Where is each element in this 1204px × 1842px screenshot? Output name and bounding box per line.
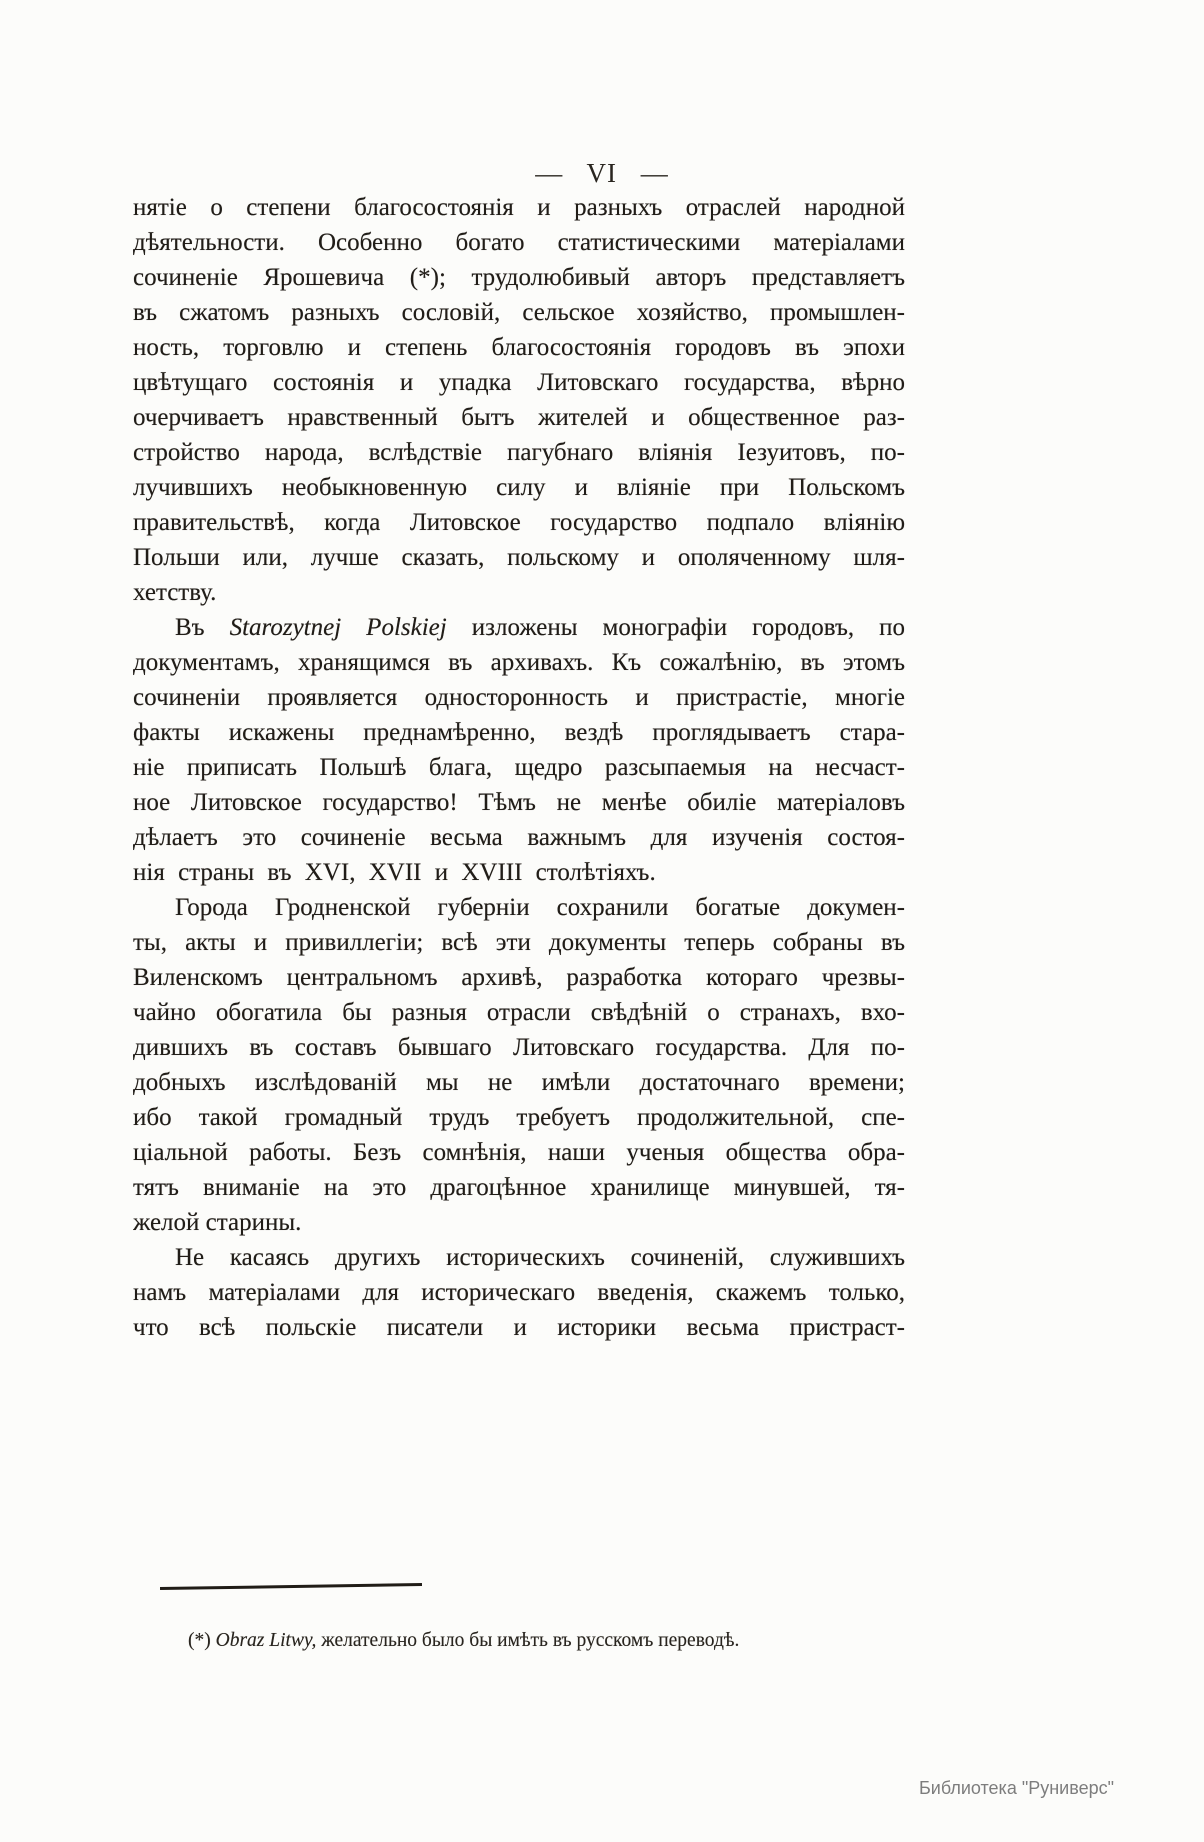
text-line: сочиненіе Ярошевича (*); трудолюбивый авторъ представляетъ — [133, 264, 905, 291]
text-line: стройство народа, вслѣдствіе пагубнаго вліянія Іезуитовъ, по- — [133, 439, 905, 466]
text-line: хетству. — [133, 579, 217, 606]
text-line: нія страны въ XVI, XVII и XVIII столѣтіяхъ. — [133, 859, 656, 886]
text-segment: изложены монографіи городовъ, по — [446, 614, 905, 641]
paragraph — [133, 610, 905, 890]
text-segment: Въ — [175, 614, 230, 641]
paragraph — [133, 190, 905, 610]
text-line: Польши или, лучше сказать, польскому и ополяченному шля- — [133, 544, 905, 571]
text-line: Не касаясь другихъ историческихъ сочиненій, служившихъ — [175, 1244, 905, 1271]
text-line: дившихъ въ составъ бывшаго Литовскаго государства. Для по- — [133, 1034, 905, 1061]
text-line: дѣлаетъ это сочиненіе весьма важнымъ для изученія состоя- — [133, 824, 905, 851]
text-line: тятъ вниманіе на это драгоцѣнное хранилище минувшей, тя- — [133, 1174, 905, 1201]
text-line: ціальной работы. Безъ сомнѣнія, наши ученыя общества обра- — [133, 1139, 905, 1166]
text-line: что всѣ польскіе писатели и историки весьма пристраст- — [133, 1314, 905, 1341]
paragraph — [133, 890, 905, 1240]
text-line: документамъ, хранящимся въ архивахъ. Къ сожалѣнію, въ этомъ — [133, 649, 905, 676]
text-line: Виленскомъ центральномъ архивѣ, разработка котораго чрезвы- — [133, 964, 905, 991]
footnote-divider — [160, 1583, 422, 1590]
text-line: намъ матеріалами для историческаго введенія, скажемъ только, — [133, 1279, 905, 1306]
text-line: чайно обогатила бы разныя отрасли свѣдѣній о странахъ, вхо- — [133, 999, 905, 1026]
library-watermark: Библиотека "Руниверс" — [918, 1778, 1114, 1798]
text-line: очерчиваетъ нравственный бытъ жителей и общественное раз- — [133, 404, 905, 431]
text-line: ность, торговлю и степень благосостоянія городовъ въ эпохи — [133, 334, 905, 361]
text-line: Города Гродненской губерніи сохранили богатые докумен- — [175, 894, 905, 921]
footnote-marker: (*) — [188, 1630, 216, 1651]
footnote-text: желательно было бы имѣть въ русскомъ переводѣ. — [316, 1630, 740, 1651]
text-line: правительствѣ, когда Литовское государство подпало вліянію — [133, 509, 905, 536]
footnote-work-title: Obraz Litwy, — [215, 1630, 317, 1651]
paragraph — [133, 1240, 905, 1345]
text-line: нятіе о степени благосостоянія и разныхъ отраслей народной — [133, 194, 905, 221]
text-line: ты, акты и привиллегіи; всѣ эти документы теперь собраны въ — [133, 929, 905, 956]
text-line: цвѣтущаго состоянія и упадка Литовскаго государства, вѣрно — [133, 369, 905, 396]
text-line — [133, 610, 905, 645]
book-title-italic: Starozytnej Polskiej — [229, 614, 447, 641]
text-line: сочиненіи проявляется односторонность и пристрастіе, многіе — [133, 684, 905, 711]
text-line: въ сжатомъ разныхъ сословій, сельское хозяйство, промышлен- — [133, 299, 905, 326]
text-line: желой старины. — [133, 1209, 302, 1236]
text-line: ніе приписать Польшѣ блага, щедро разсыпаемыя на несчаст- — [133, 754, 905, 781]
text-line: лучившихъ необыкновенную силу и вліяніе при Польскомъ — [133, 474, 905, 501]
text-line: ное Литовское государство! Тѣмъ не менѣе обиліе матеріаловъ — [133, 789, 905, 816]
text-block — [133, 190, 905, 1345]
text-line: факты искажены преднамѣренно, вездѣ проглядываетъ стара- — [133, 719, 905, 746]
page-number: — VI — — [535, 158, 669, 188]
text-line: дѣятельности. Особенно богато статистическими матеріалами — [133, 229, 905, 256]
text-line: добныхъ изслѣдованій мы не имѣли достаточнаго времени; — [133, 1069, 905, 1096]
text-line: ибо такой громадный трудъ требуетъ продолжительной, спе- — [133, 1104, 905, 1131]
footnote — [188, 1630, 908, 1652]
